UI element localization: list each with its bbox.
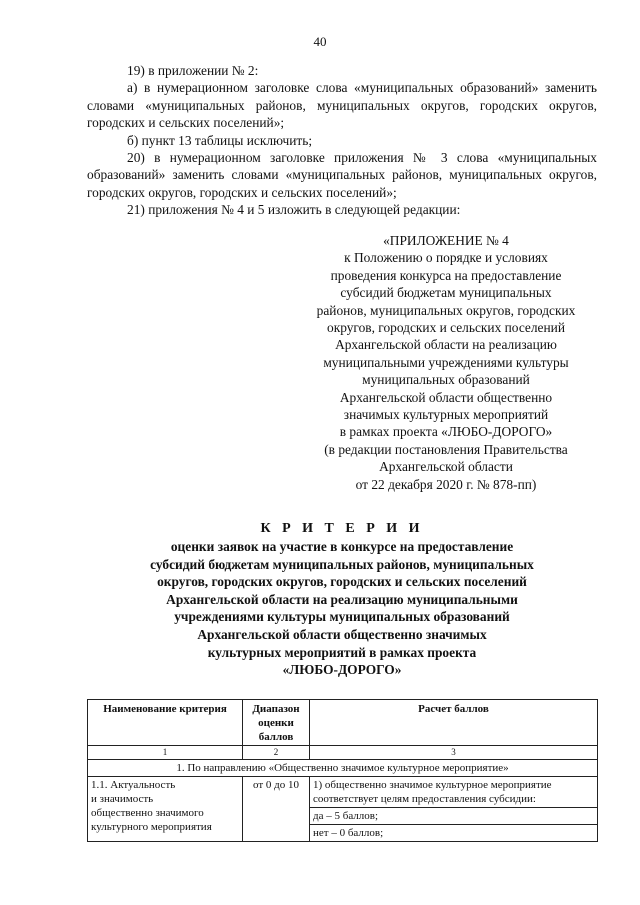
appendix-line: округов, городских и сельских поселений <box>327 320 565 336</box>
table-header-row <box>88 700 598 746</box>
criteria-table <box>87 699 598 842</box>
appendix-line: Архангельской области <box>379 459 513 475</box>
column-number: 3 <box>310 746 598 760</box>
calculation-cell: да – 5 баллов; <box>310 808 598 825</box>
criteria-heading: К Р И Т Е Р И И <box>260 521 424 536</box>
calculation-cell: 1) общественно значимое культурное мероприятие соответствует целям предоставления субсидии: <box>310 777 598 808</box>
criteria-subtitle-line: культурных мероприятий в рамках проекта <box>207 644 477 660</box>
appendix-line: Архангельской области общественно <box>339 389 553 405</box>
appendix-line: «ПРИЛОЖЕНИЕ № 4 <box>383 233 509 248</box>
appendix-header <box>292 232 600 493</box>
score-range-cell: от 0 до 10 <box>243 777 310 842</box>
header-score-calculation: Расчет баллов <box>310 700 598 746</box>
appendix-line: к Положению о порядке и условиях <box>344 250 548 266</box>
appendix-line: от 22 декабря 2020 г. № 878-пп) <box>355 476 537 492</box>
criteria-subtitle-line: Архангельской области на реализацию муниципальными <box>166 591 518 607</box>
header-score-range: Диапазон оценки баллов <box>243 700 310 746</box>
appendix-line: проведения конкурса на предоставление <box>330 267 562 283</box>
criterion-name-line: культурного мероприятия <box>91 821 212 833</box>
page-number: 40 <box>313 34 327 49</box>
appendix-line: Архангельской области на реализацию <box>335 337 557 353</box>
header-criterion-name: Наименование критерия <box>88 700 243 746</box>
criteria-subtitle-line: субсидий бюджетам муниципальных районов, муниципальных <box>150 556 534 572</box>
column-number-row <box>88 746 598 760</box>
paragraph: 19) в приложении № 2: <box>127 63 259 78</box>
criteria-subtitle-line: учреждениями культуры муниципальных образований <box>174 609 510 625</box>
paragraph: б) пункт 13 таблицы исключить; <box>127 132 313 148</box>
criteria-title <box>87 520 597 679</box>
criterion-name-line: 1.1. Актуальность <box>91 779 176 791</box>
appendix-line: субсидий бюджетам муниципальных <box>340 285 552 301</box>
section-title: 1. По направлению «Общественно значимое культурное мероприятие» <box>88 760 598 777</box>
calculation-cell: нет – 0 баллов; <box>310 825 598 842</box>
appendix-line: муниципальными учреждениями культуры <box>323 354 569 370</box>
criterion-name-cell <box>88 777 243 842</box>
column-number: 2 <box>243 746 310 760</box>
paragraph: 20) в нумерационном заголовке приложения № 3 слова «муниципальных образований» заменить словами «муниципальных районов, муниципальных округов, городских округов, городских и сельских поселений»; <box>87 150 597 200</box>
section-row <box>88 760 598 777</box>
column-number: 1 <box>88 746 243 760</box>
amendment-text <box>87 62 597 219</box>
criteria-subtitle-line: Архангельской области общественно значимых <box>197 626 487 642</box>
appendix-line: районов, муниципальных округов, городских <box>316 302 576 318</box>
appendix-line: в рамках проекта «ЛЮБО-ДОРОГО» <box>339 424 553 440</box>
criteria-subtitle-line: округов, городских округов, городских и сельских поселений <box>157 574 527 590</box>
appendix-line: значимых культурных мероприятий <box>343 407 549 423</box>
criteria-subtitle-line: оценки заявок на участие в конкурсе на предоставление <box>170 539 514 554</box>
criterion-name-line: и значимость <box>91 793 154 805</box>
appendix-line: муниципальных образований <box>362 372 530 388</box>
criterion-name-line: общественно значимого <box>91 807 204 819</box>
paragraph: а) в нумерационном заголовке слова «муниципальных образований» заменить словами «муниципальных районов, муниципальных округов, городских округов, городских и сельских поселений»; <box>87 80 597 131</box>
appendix-line: (в редакции постановления Правительства <box>324 441 568 457</box>
table-row <box>88 777 598 808</box>
paragraph: 21) приложения № 4 и 5 изложить в следующей редакции: <box>127 202 461 218</box>
criteria-subtitle-line: «ЛЮБО-ДОРОГО» <box>282 662 402 678</box>
